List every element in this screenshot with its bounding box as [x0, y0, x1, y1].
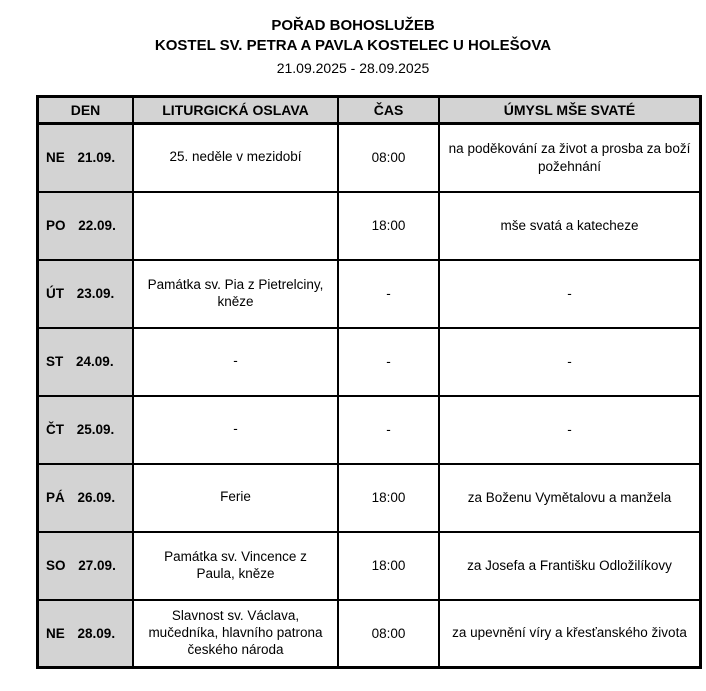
day-cell	[38, 464, 134, 532]
day-date: 27.09.	[78, 558, 116, 573]
column-header-umysl-mse-svate: ÚMYSL MŠE SVATÉ	[439, 97, 701, 124]
day-abbr: NE	[46, 150, 65, 166]
mass-schedule-table	[36, 95, 702, 669]
liturgy-cell	[133, 192, 338, 260]
day-cell	[38, 328, 134, 396]
time-cell: -	[338, 396, 439, 464]
day-cell	[38, 124, 134, 192]
intention-cell: na poděkování za život a prosba za boží požehnání	[439, 124, 701, 192]
table-row	[38, 260, 701, 328]
liturgy-cell: Památka sv. Pia z Pietrelciny, kněze	[133, 260, 338, 328]
column-header-liturgicka-oslava: LITURGICKÁ OSLAVA	[133, 97, 338, 124]
intention-cell: za upevnění víry a křesťanského života	[439, 600, 701, 668]
table-row	[38, 396, 701, 464]
table-header-row	[38, 97, 701, 124]
time-cell: 18:00	[338, 192, 439, 260]
page-title: POŘAD BOHOSLUŽEB	[271, 17, 435, 34]
liturgy-cell: 25. neděle v mezidobí	[133, 124, 338, 192]
day-abbr: ČT	[46, 422, 64, 437]
day-cell	[38, 396, 134, 464]
liturgy-cell: -	[133, 396, 338, 464]
time-cell: -	[338, 328, 439, 396]
time-cell: 08:00	[338, 600, 439, 668]
intention-cell: za Josefa a Františku Odložilíkovy	[439, 532, 701, 600]
table-row	[38, 532, 701, 600]
day-abbr: NE	[46, 625, 65, 641]
liturgy-cell: -	[133, 328, 338, 396]
intention-cell: za Boženu Vymětalovu a manžela	[439, 464, 701, 532]
day-abbr: ST	[46, 354, 64, 369]
liturgy-cell: Památka sv. Vincence z Paula, kněze	[133, 532, 338, 600]
date-range: 21.09.2025 - 28.09.2025	[276, 59, 430, 76]
intention-cell: -	[439, 260, 701, 328]
day-date: 24.09.	[76, 354, 114, 369]
table-row	[38, 464, 701, 532]
day-date: 23.09.	[76, 286, 115, 301]
column-header-cas: ČAS	[338, 97, 439, 124]
time-cell: 18:00	[338, 532, 439, 600]
day-date: 25.09.	[76, 422, 115, 437]
day-abbr: SO	[46, 558, 66, 573]
liturgy-cell: Slavnost sv. Václava, mučedníka, hlavního patrona českého národa	[133, 600, 338, 668]
day-abbr: PÁ	[46, 490, 65, 505]
day-date: 28.09.	[77, 625, 116, 641]
document-header	[0, 0, 706, 77]
table-row	[38, 600, 701, 668]
time-cell: 18:00	[338, 464, 439, 532]
intention-cell: -	[439, 328, 701, 396]
day-abbr: PO	[46, 218, 66, 233]
column-header-den: DEN	[38, 97, 134, 124]
intention-cell: mše svatá a katecheze	[439, 192, 701, 260]
table-row	[38, 328, 701, 396]
day-cell	[38, 600, 134, 668]
liturgy-cell: Ferie	[133, 464, 338, 532]
day-cell	[38, 260, 134, 328]
day-cell	[38, 192, 134, 260]
day-date: 22.09.	[78, 218, 116, 233]
time-cell: -	[338, 260, 439, 328]
day-date: 21.09.	[77, 150, 116, 166]
table-row	[38, 124, 701, 192]
page-subtitle: KOSTEL SV. PETRA A PAVLA KOSTELEC U HOLEŠOVA	[154, 37, 552, 55]
time-cell: 08:00	[338, 124, 439, 192]
day-cell	[38, 532, 134, 600]
day-date: 26.09.	[77, 490, 116, 505]
day-abbr: ÚT	[46, 286, 64, 301]
table-row	[38, 192, 701, 260]
intention-cell: -	[439, 396, 701, 464]
